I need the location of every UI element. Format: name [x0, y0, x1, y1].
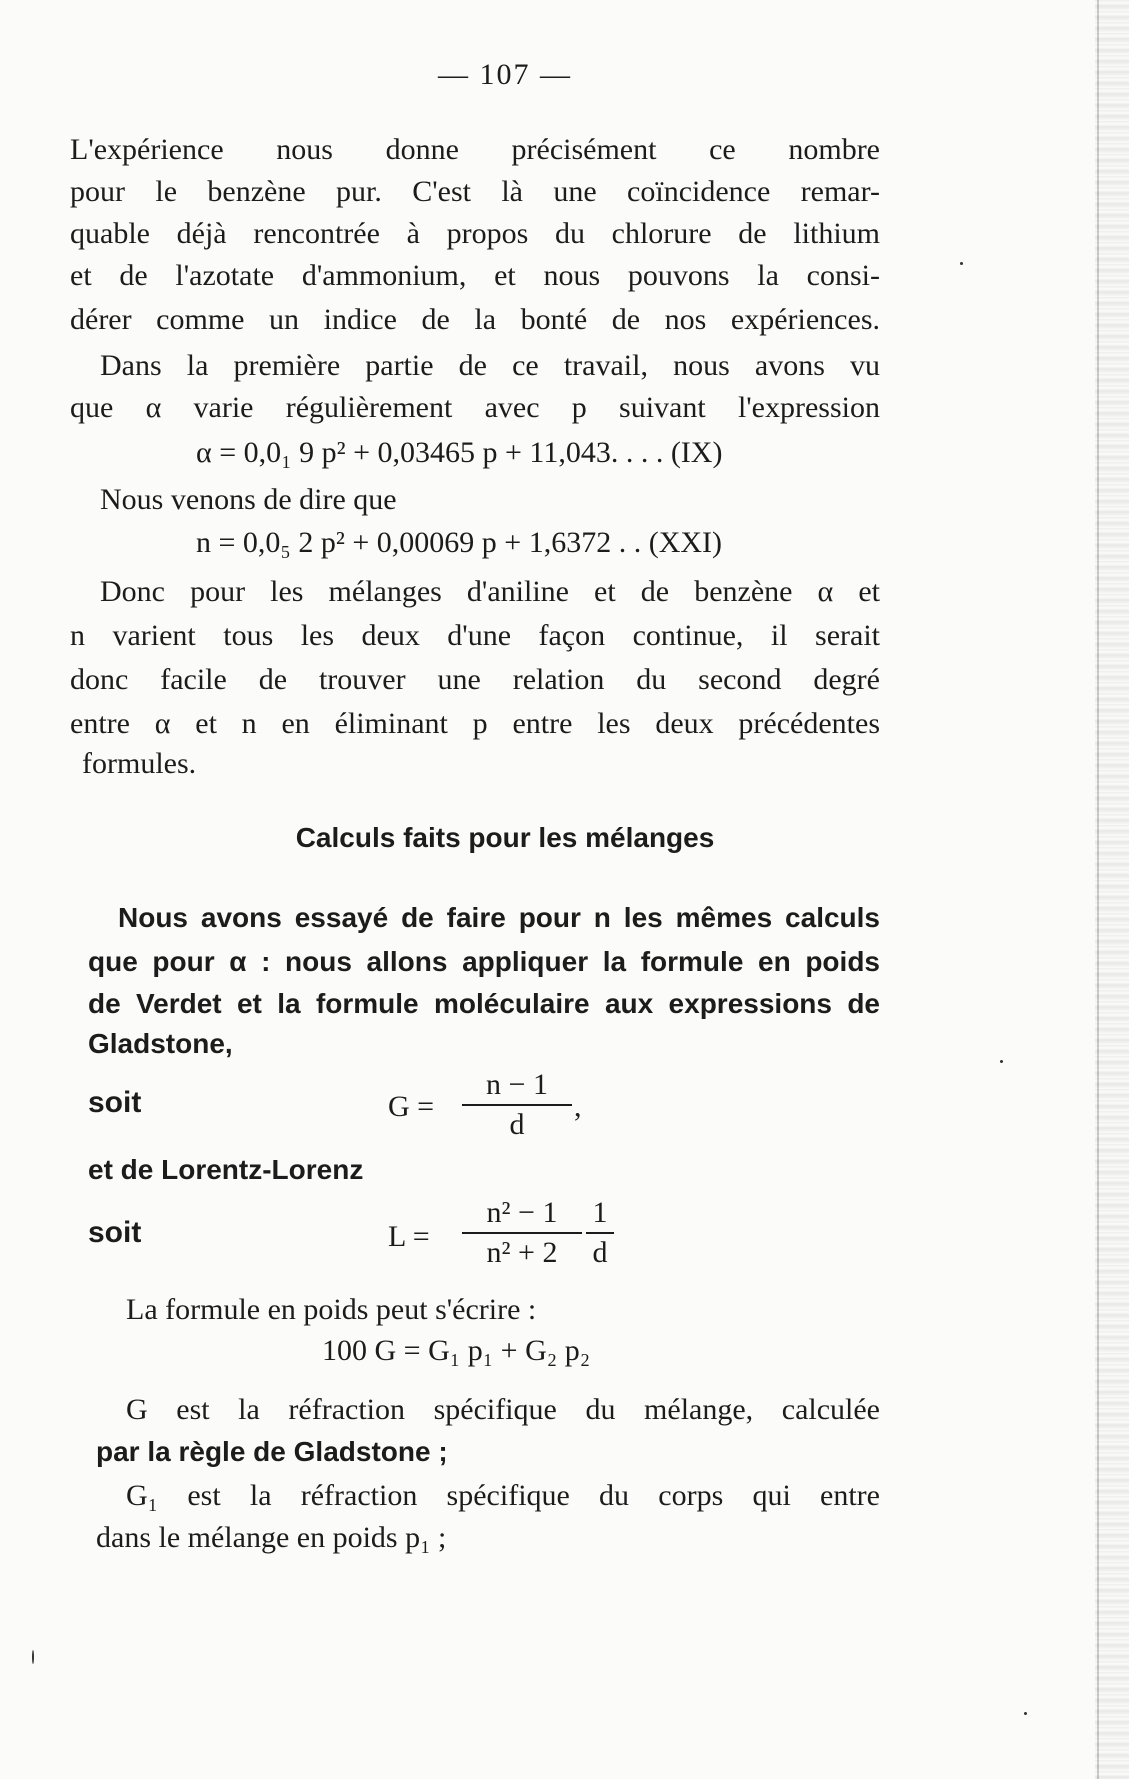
text-line: Nous venons de dire que	[100, 483, 397, 516]
text-line: G est la réfraction spécifique du mélange, calculée	[126, 1393, 880, 1426]
text-line: pour le benzène pur. C'est là une coïncidence remar-	[70, 175, 880, 208]
scan-speck	[960, 262, 963, 265]
text-line: Gladstone,	[88, 1028, 233, 1059]
formula-trail: ,	[574, 1090, 582, 1123]
equation-xxi: n = 0,0₅ 2 p² + 0,00069 p + 1,6372 . . (XXI)	[196, 526, 723, 559]
factor-numerator: 1	[592, 1196, 608, 1229]
formula-label: soit	[88, 1216, 142, 1249]
scan-speck	[1000, 1060, 1003, 1063]
fraction-denominator: n² + 2	[486, 1236, 558, 1269]
section-heading: Calculs faits pour les mélanges	[295, 822, 715, 853]
text-line: formules.	[82, 747, 197, 780]
text-line: donc facile de trouver une relation du second degré	[70, 663, 880, 696]
equation-weights: 100 G = G₁ p₁ + G₂ p₂	[322, 1334, 591, 1367]
page-edge-noise	[1095, 0, 1129, 1779]
text-line: La formule en poids peut s'écrire :	[126, 1293, 537, 1326]
text-line: Donc pour les mélanges d'aniline et de benzène α et	[100, 575, 880, 608]
fraction-numerator: n − 1	[486, 1068, 548, 1101]
text-line: entre α et n en éliminant p entre les deux précédentes	[70, 707, 880, 740]
text-line: et de l'azotate d'ammonium, et nous pouvons la consi-	[70, 259, 880, 292]
lorentz-fraction	[462, 1196, 582, 1270]
formula-lhs: L =	[388, 1220, 430, 1253]
scan-speck	[1024, 1712, 1027, 1715]
formula-label: soit	[88, 1086, 142, 1119]
text-line: et de Lorentz-Lorenz	[88, 1154, 364, 1185]
lorentz-factor	[586, 1196, 614, 1270]
equation-ix: α = 0,0₁ 9 p² + 0,03465 p + 11,043. . . . (IX)	[196, 436, 723, 469]
text-line: G₁ est la réfraction spécifique du corps qui entre	[126, 1479, 880, 1512]
text-line: dans le mélange en poids p₁ ;	[96, 1521, 447, 1554]
text-line: quable déjà rencontrée à propos du chlorure de lithium	[70, 217, 880, 250]
fraction-bar	[586, 1232, 614, 1234]
text-line: L'expérience nous donne précisément ce nombre	[70, 133, 880, 166]
scan-speck	[32, 1650, 34, 1664]
page-edge-line	[1097, 0, 1099, 1779]
fraction-bar	[462, 1104, 572, 1106]
formula-lhs: G =	[388, 1090, 435, 1123]
fraction-bar	[462, 1232, 582, 1234]
text-line: Dans la première partie de ce travail, nous avons vu	[100, 349, 880, 382]
text-line: de Verdet et la formule moléculaire aux expressions de	[88, 988, 880, 1019]
text-line: que α varie régulièrement avec p suivant l'expression	[70, 391, 880, 424]
fraction-numerator: n² − 1	[486, 1196, 558, 1229]
gladstone-fraction	[462, 1068, 572, 1142]
text-line: Nous avons essayé de faire pour n les mêmes calculs	[118, 902, 880, 933]
text-line: dérer comme un indice de la bonté de nos expériences.	[70, 303, 880, 336]
text-line: par la règle de Gladstone ;	[96, 1436, 448, 1467]
text-line: n varient tous les deux d'une façon continue, il serait	[70, 619, 880, 652]
fraction-denominator: d	[509, 1108, 525, 1141]
page-number: — 107 —	[438, 58, 572, 91]
text-line: que pour α : nous allons appliquer la formule en poids	[88, 946, 880, 977]
factor-denominator: d	[592, 1236, 608, 1269]
